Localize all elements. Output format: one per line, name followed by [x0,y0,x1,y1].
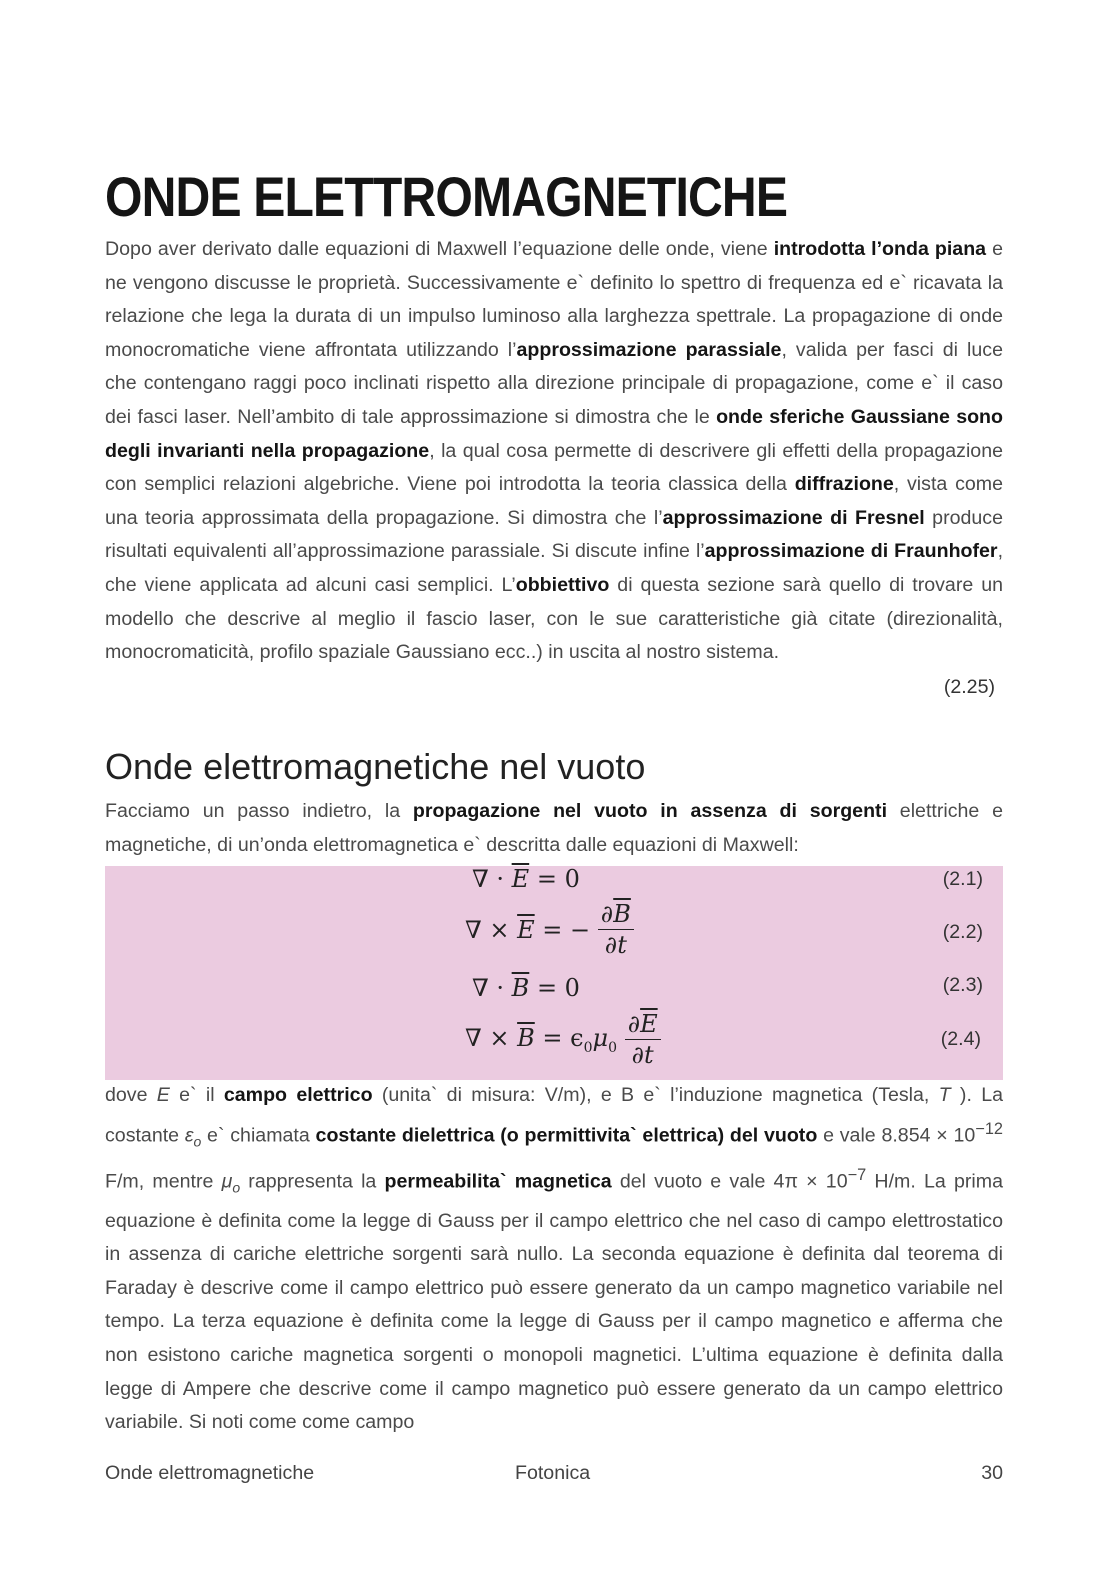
text-run: (unita` di misura: V/m), e B e` l’induzione magnetica (Tesla, [372,1084,939,1106]
bold-term: costante dielettrica (o permittivita` elettrica) del vuoto [315,1124,818,1147]
equation-number: (2.4) [940,1028,981,1050]
section-intro-paragraph [105,795,1003,862]
equation-number: (2.1) [942,868,983,890]
bold-term: approssimazione parassiale [516,338,782,361]
section-title: Onde elettromagnetiche nel vuoto [105,746,646,787]
text-run: e` chiamata [201,1124,316,1147]
bold-term: introdotta l’onda piana [773,238,987,260]
text-run: del vuoto e vale 4π × 10 [611,1170,848,1193]
bold-term: propagazione nel vuoto in assenza di sorgenti [412,800,888,822]
equation-number: (2.3) [942,974,983,996]
bold-term: obbiettivo [515,573,610,596]
superscript: −12 [975,1119,1003,1138]
text-run: E [156,1084,170,1106]
text-run: e ne vengono discusse le proprietà. Successivamente e` definito lo spettro di frequenza ed e` ricavata la relazione che lega la durata di un impulso luminoso alla larghezza spettrale. La propagazione di onde monocromatiche viene affrontata utilizzando l’ [105,238,1003,361]
text-run: F/m, mentre [105,1170,222,1193]
text-run: , che viene applicata ad alcuni casi semplici. L’ [105,540,1004,596]
bold-term: campo elettrico [223,1084,373,1106]
text-run: Dopo aver derivato dalle equazioni di Maxwell l’equazione delle onde, viene [105,238,774,260]
text-run: , valida per fasci di luce che contengano raggi poco inclinati rispetto alla direzione principale di propagazione, come e` il caso dei fasci laser. Nell’ambito di tale approssimazione si dimostra che le [105,338,1003,428]
text-run: produce risultati equivalenti all’approssimazione parassiale. Si discute infine l’ [105,506,1003,563]
equation-expression: ∇ · $\overline{E} = 0$ [472,865,580,893]
text-run: Facciamo un passo indietro, la [105,800,413,822]
footer-book-title: Fotonica [515,1462,591,1484]
text-run: ). La costante [105,1084,1003,1147]
equation-row [105,1008,1003,1078]
text-run: e vale 8.854 × 10 [817,1124,976,1147]
chapter-intro-paragraph [105,233,1003,670]
page-number: 30 [981,1462,1003,1484]
superscript: −7 [847,1165,867,1184]
equation-row [105,900,1003,966]
footer-chapter: Onde elettromagnetiche [105,1462,315,1484]
text-run: , vista come una teoria approssimata della propagazione. Si dimostra che l’ [105,473,1003,529]
bold-term: diffrazione [794,473,894,496]
bold-term: approssimazione di Fresnel [662,506,925,529]
text-run: H/m. La prima equazione è definita come la legge di Gauss per il campo elettrico che nel caso di campo elettrostatico in assenza di cariche elettriche sorgenti sarà nullo. La seconda equazione è definita dal teorema di Faraday è descrive come il campo elettrico può essere generato da un campo magnetico variabile nel tempo. La terza equazione è definita come la legge di Gauss per il campo magnetico e afferma che non esistono cariche magnetica sorgenti o monopoli magnetici. L’ultima equazione è definita dalla legge di Ampere che descrive come il campo magnetico può essere generato da un campo elettrico variabile. Si noti come come campo [105,1170,1003,1434]
equation-number: (2.2) [942,921,983,943]
equation-expression: ∇ × $\overline{B} = \epsilon_0\mu_0$ $\frac{\partial\overline{E}}{\partial t}$ [465,1010,661,1070]
fraction: $\frac{\partial\overline{B}}{\partial t}$ [598,900,634,960]
text-run: μ [221,1170,233,1193]
equation-reference: (2.25) [943,676,995,698]
text-run: dove [105,1084,157,1106]
equation-expression: ∇ × $\overline{E}$ = − $\frac{\partial\overline{B}}{\partial t}$ [465,900,634,960]
text-run: , la qual cosa permette di descrivere gli effetti della propagazione con semplici relazioni algebriche. Viene poi introdotta la teoria classica della [105,439,1004,496]
text-run: e` il [169,1084,224,1106]
maxwell-equations-box [105,866,1003,1080]
text-run: T [938,1084,951,1106]
equation-row [105,866,1003,896]
text-run: elettriche e magnetiche, di un’onda elettromagnetica e` descritta dalle equazioni di Maxwell: [105,800,1003,856]
equation-expression: ∇ · $\overline{B} = 0$ [472,974,580,1002]
text-run: ε [184,1124,194,1147]
bold-term: permeabilita` magnetica [384,1170,612,1193]
text-run: di questa sezione sarà quello di trovare un modello che descrive al meglio il fascio laser, con le sue caratteristiche già citate (direzionalità, monocromaticità, profilo spaziale Gaussiano ecc..) in uscita al nostro sistema. [105,573,1003,664]
equation-row [105,972,1003,1002]
subscript: o [193,1133,202,1150]
bold-term: onde sferiche Gaussiane sono degli invarianti nella propagazione [105,405,1003,462]
chapter-title: ONDE ELETTROMAGNETICHE [105,165,788,228]
body-paragraph [105,1079,1003,1440]
fraction: $\frac{\partial\overline{E}}{\partial t}$ [625,1010,661,1070]
bold-term: approssimazione di Fraunhofer [704,540,998,563]
text-run: rappresenta la [240,1170,385,1193]
subscript: o [232,1179,241,1196]
